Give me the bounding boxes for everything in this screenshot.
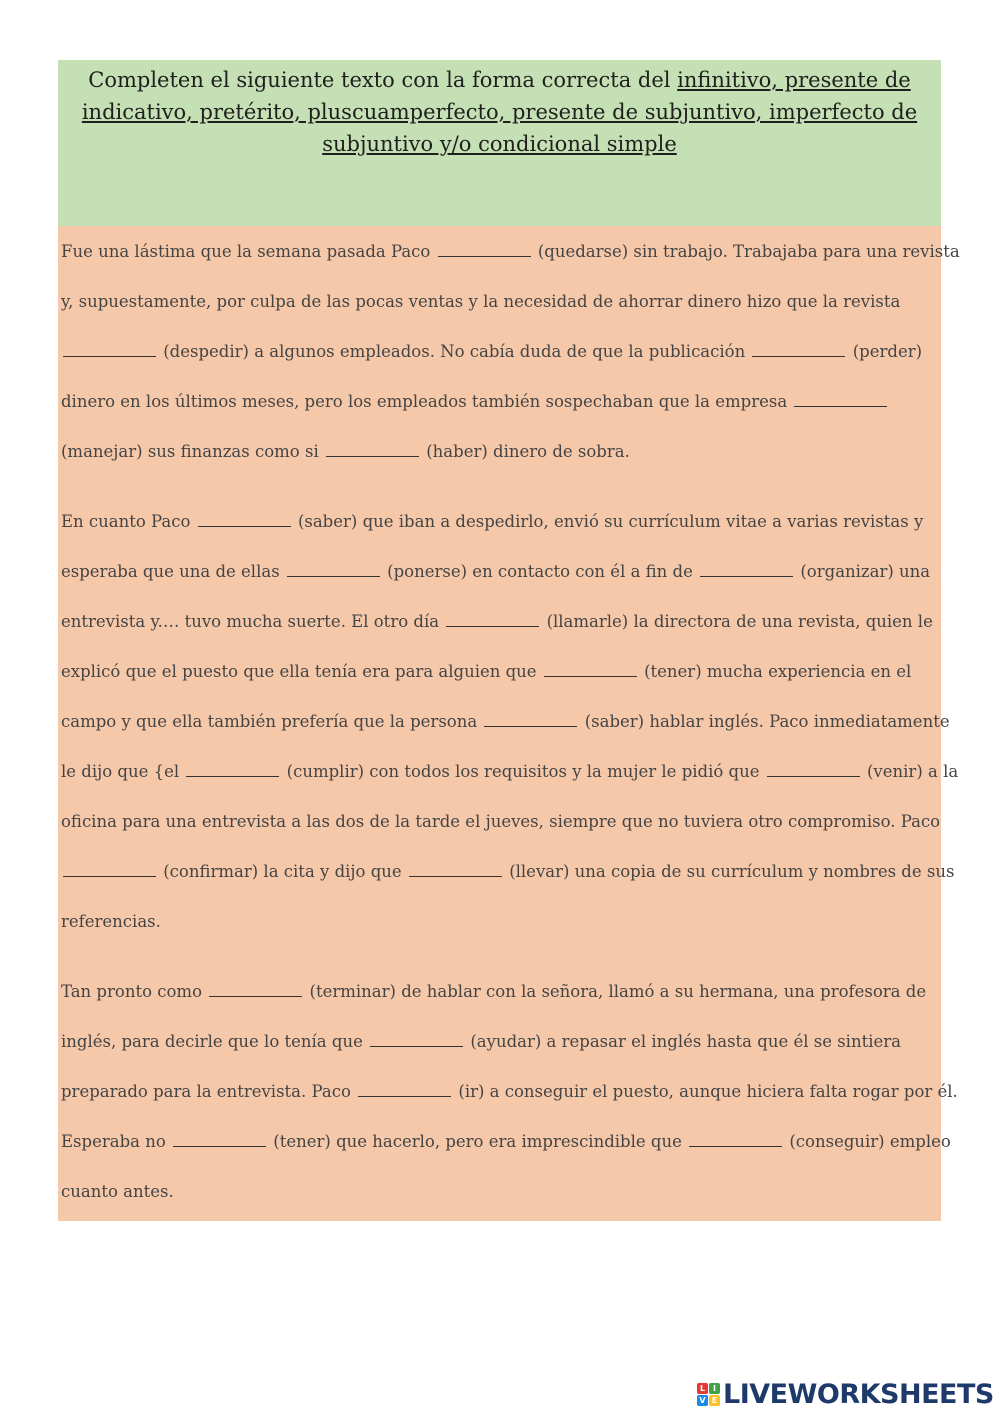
liveworksheets-logo[interactable] bbox=[697, 1378, 994, 1410]
answer-blank-3[interactable] bbox=[752, 355, 845, 357]
text-segment: (tener) que hacerlo, pero era imprescindible que bbox=[273, 1132, 682, 1151]
text-segment: (organizar) una bbox=[800, 562, 931, 581]
logo-mark-icon bbox=[697, 1383, 720, 1406]
text-segment: (perder) bbox=[852, 342, 923, 361]
instructions-tenses-3: subjuntivo y/o condicional simple bbox=[322, 132, 677, 156]
text-segment: (despedir) a algunos empleados. No cabía duda de que la publicación bbox=[163, 342, 746, 361]
logo-mark-letter: L bbox=[697, 1383, 708, 1394]
answer-blank-12[interactable] bbox=[186, 775, 279, 777]
text-segment: (conseguir) empleo bbox=[789, 1132, 951, 1151]
answer-blank-9[interactable] bbox=[446, 625, 539, 627]
text-segment: (manejar) sus finanzas como si bbox=[61, 442, 319, 461]
logo-mark-letter: E bbox=[709, 1395, 720, 1406]
instructions-tenses: infinitivo, presente de bbox=[677, 68, 911, 92]
text-segment: (saber) que iban a despedirlo, envió su currículum vitae a varias revistas y bbox=[297, 512, 924, 531]
answer-blank-15[interactable] bbox=[409, 875, 502, 877]
paragraph-2 bbox=[61, 502, 959, 952]
answer-blank-13[interactable] bbox=[767, 775, 860, 777]
answer-blank-6[interactable] bbox=[198, 525, 291, 527]
text-segment: explicó que el puesto que ella tenía era para alguien que bbox=[61, 662, 537, 681]
text-segment: (confirmar) la cita y dijo que bbox=[163, 862, 402, 881]
answer-blank-2[interactable] bbox=[63, 355, 156, 357]
exercise-text bbox=[58, 226, 960, 1221]
answer-blank-7[interactable] bbox=[287, 575, 380, 577]
text-segment: y, supuestamente, por culpa de las pocas ventas y la necesidad de ahorrar dinero hizo que la revista bbox=[61, 292, 901, 311]
text-segment: cuanto antes. bbox=[61, 1182, 174, 1201]
answer-blank-17[interactable] bbox=[370, 1045, 463, 1047]
text-segment: le dijo que {el bbox=[61, 762, 180, 781]
text-segment: En cuanto Paco bbox=[61, 512, 191, 531]
answer-blank-5[interactable] bbox=[326, 455, 419, 457]
text-segment: (terminar) de hablar con la señora, llamó a su hermana, una profesora de bbox=[309, 982, 927, 1001]
paragraph-3 bbox=[61, 972, 958, 1222]
answer-blank-19[interactable] bbox=[173, 1145, 266, 1147]
logo-mark-letter: I bbox=[709, 1383, 720, 1394]
answer-blank-1[interactable] bbox=[438, 255, 531, 257]
text-segment: campo y que ella también prefería que la persona bbox=[61, 712, 478, 731]
text-segment: referencias. bbox=[61, 912, 161, 931]
paragraph-1 bbox=[61, 232, 960, 482]
answer-blank-8[interactable] bbox=[700, 575, 793, 577]
text-segment: Tan pronto como bbox=[61, 982, 203, 1001]
text-segment: (tener) mucha experiencia en el bbox=[644, 662, 912, 681]
text-segment: oficina para una entrevista a las dos de la tarde el jueves, siempre que no tuviera otro compromiso. Paco bbox=[61, 812, 941, 831]
text-segment: inglés, para decirle que lo tenía que bbox=[61, 1032, 363, 1051]
logo-mark-letter: V bbox=[697, 1395, 708, 1406]
answer-blank-11[interactable] bbox=[484, 725, 577, 727]
text-segment: entrevista y.… tuvo mucha suerte. El otro día bbox=[61, 612, 440, 631]
answer-blank-16[interactable] bbox=[209, 995, 302, 997]
text-segment: (haber) dinero de sobra. bbox=[426, 442, 630, 461]
text-segment: preparado para la entrevista. Paco bbox=[61, 1082, 351, 1101]
instructions-text: Completen el siguiente texto con la forma correcta del bbox=[88, 68, 678, 92]
text-segment: dinero en los últimos meses, pero los empleados también sospechaban que la empresa bbox=[61, 392, 788, 411]
answer-blank-10[interactable] bbox=[544, 675, 637, 677]
text-segment: Fue una lástima que la semana pasada Paco bbox=[61, 242, 431, 261]
text-segment: (saber) hablar inglés. Paco inmediatamente bbox=[584, 712, 950, 731]
answer-blank-4[interactable] bbox=[794, 405, 887, 407]
instructions-tenses-2: indicativo, pretérito, pluscuamperfecto, presente de subjuntivo, imperfecto de bbox=[81, 100, 918, 124]
text-segment: (venir) a la bbox=[867, 762, 959, 781]
text-segment: (ayudar) a repasar el inglés hasta que él se sintiera bbox=[470, 1032, 901, 1051]
text-segment: (llevar) una copia de su currículum y nombres de sus bbox=[509, 862, 955, 881]
text-segment: (cumplir) con todos los requisitos y la mujer le pidió que bbox=[286, 762, 760, 781]
text-segment: (ir) a conseguir el puesto, aunque hiciera falta rogar por él. bbox=[458, 1082, 958, 1101]
text-segment: (quedarse) sin trabajo. Trabajaba para una revista bbox=[537, 242, 960, 261]
text-segment: (llamarle) la directora de una revista, quien le bbox=[546, 612, 933, 631]
text-segment: (ponerse) en contacto con él a fin de bbox=[387, 562, 693, 581]
answer-blank-18[interactable] bbox=[358, 1095, 451, 1097]
logo-text: LIVEWORKSHEETS bbox=[723, 1378, 994, 1410]
text-segment: esperaba que una de ellas bbox=[61, 562, 280, 581]
instructions-box bbox=[58, 60, 941, 226]
answer-blank-20[interactable] bbox=[689, 1145, 782, 1147]
answer-blank-14[interactable] bbox=[63, 875, 156, 877]
text-segment: Esperaba no bbox=[61, 1132, 166, 1151]
